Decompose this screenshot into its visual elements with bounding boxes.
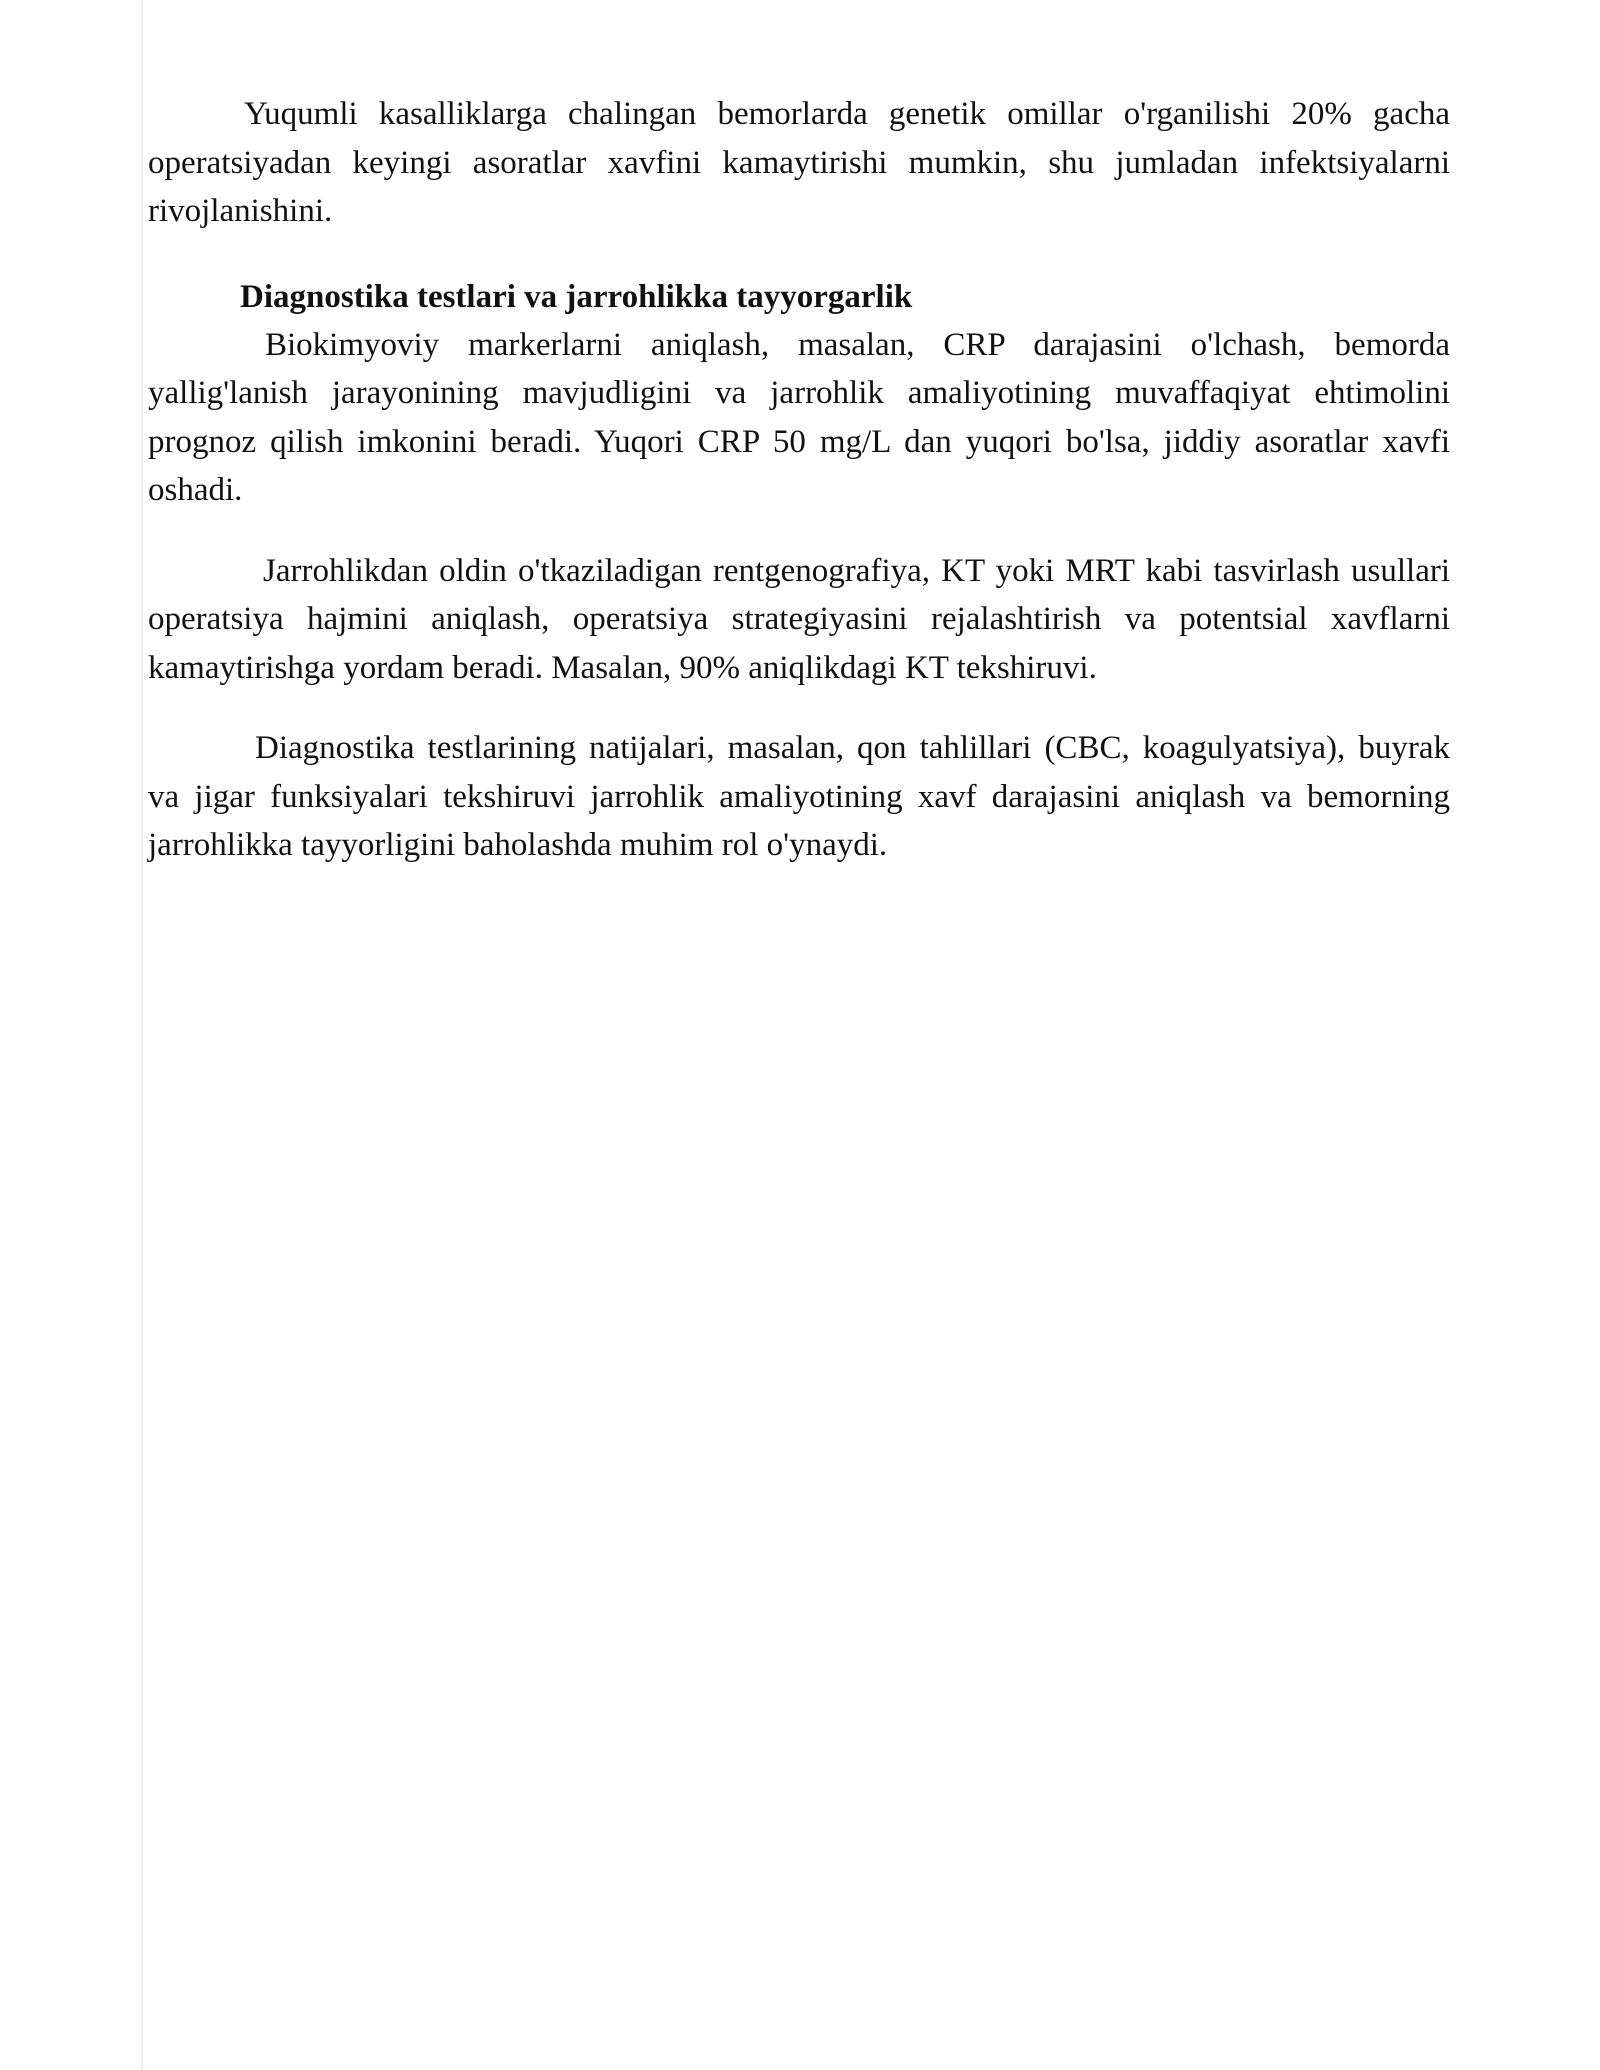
section-heading: Diagnostika testlari va jarrohlikka tayyorgarlik xyxy=(240,278,913,315)
paragraph-biochemical-markers: Biokimyoviy markerlarni aniqlash, masalan, CRP darajasini o'lchash, bemorda yallig'lanish jarayonining mavjudligini va jarrohlik amaliyotining muvaffaqiyat ehtimolini prognoz qilish imkonini beradi. Yuqori CRP 50 mg/L dan yuqori bo'lsa, jiddiy asoratlar xavfi oshadi. xyxy=(148,326,1450,508)
paragraph-imaging-methods: Jarrohlikdan oldin o'tkaziladigan rentgenografiya, KT yoki MRT kabi tasvirlash usullari operatsiya hajmini aniqlash, operatsiya strategiyasini rejalashtirish va potentsial xavflarni kamaytirishga yordam beradi. Masalan, 90% aniqlikdagi KT tekshiruvi. xyxy=(148,552,1450,686)
page-margin-line xyxy=(141,0,143,2070)
document-content xyxy=(148,90,1450,870)
paragraph-genetic-factors: Yuqumli kasalliklarga chalingan bemorlarda genetik omillar o'rganilishi 20% gacha operatsiyadan keyingi asoratlar xavfini kamaytirishi mumkin, shu jumladan infektsiyalarni rivojlanishini. xyxy=(148,96,1450,229)
paragraph-diagnostic-results: Diagnostika testlarining natijalari, masalan, qon tahlillari (CBC, koagulyatsiya), buyrak va jigar funksiyalari tekshiruvi jarrohlik amaliyotining xavf darajasini aniqlash va bemorning jarrohlikka tayyorligini baholashda muhim rol o'ynaydi. xyxy=(148,730,1450,863)
